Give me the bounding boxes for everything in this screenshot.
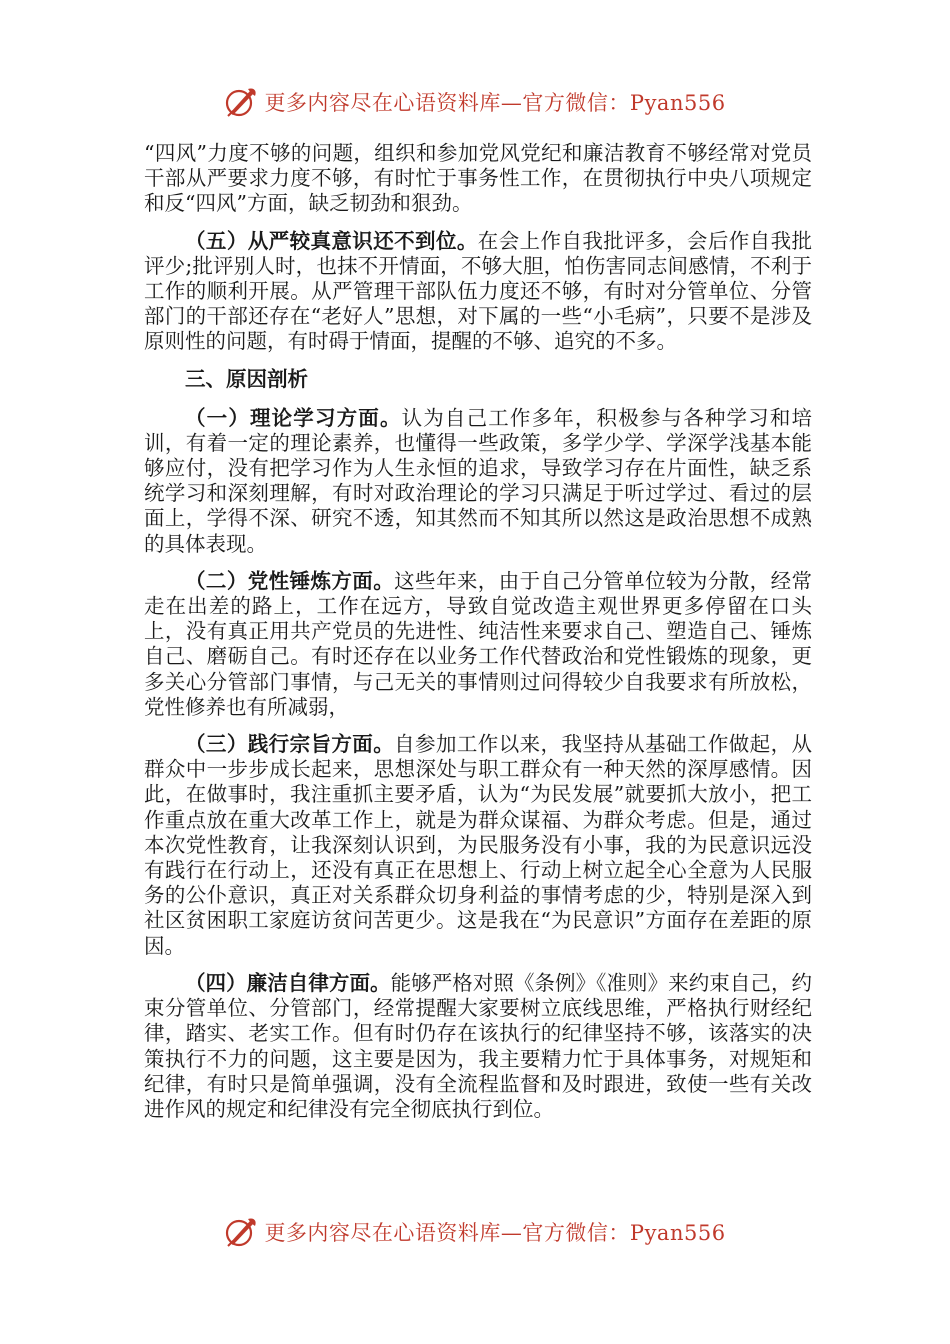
banner-text: 更多内容尽在心语资料库—官方微信：Pyan556 — [264, 91, 726, 115]
quill-pen-logo-icon — [224, 1215, 258, 1249]
document-body — [144, 141, 812, 1134]
paragraph-heading: （二）党性锤炼方面。 — [185, 568, 395, 593]
paragraph-text: 认为自己工作多年，积极参与各种学习和培训，有着一定的理论素养，也懂得一些政策，多学少学、学深学浅基本能够应付，没有把学习作为人生永恒的追求，导致学习存在片面性，缺乏系统学习和深刻理解，有时对政治理论的学习只满足于听过学过、看过的层面上，学得不深、研究不透，知其然而不知其所以然这是政治思想不成熟的具体表现。 — [144, 405, 813, 556]
paragraph-party-spirit — [144, 569, 812, 720]
paragraph-continuation — [144, 141, 812, 217]
paragraph-text: 能够严格对照《条例》《准则》来约束自己，约束分管单位、分管部门，经常提醒大家要树立底线思维，严格执行财经纪律，踏实、老实工作。但有时仍存在该执行的纪律坚持不够，该落实的决策执行不力的问题，这主要是因为，我主要精力忙于具体事务，对规矩和纪律，有时只是简单强调，没有全流程监督和及时跟进，致使一些有关改进作风的规定和纪律没有完全彻底执行到位。 — [144, 970, 813, 1121]
quill-pen-logo-icon — [224, 85, 258, 119]
paragraph-text: “四风”力度不够的问题，组织和参加党风党纪和廉洁教育不够经常对党员干部从严要求力度不够，有时忙于事务性工作，在贯彻执行中央八项规定和反“四风”方面，缺乏韧劲和狠劲。 — [144, 141, 812, 216]
paragraph-strictness — [144, 229, 812, 355]
paragraph-text: 这些年来，由于自己分管单位较为分散，经常走在出差的路上，工作在远方，导致自觉改造主观世界更多停留在口头上，没有真正用共产党员的先进性、纯洁性来要求自己、塑造自己、锤炼自己、磨砺自己。有时还存在以业务工作代替政治和党性锻炼的现象，更多关心分管部门事情，与己无关的事情则过问得较少自我要求有所放松，党性修养也有所减弱， — [144, 568, 813, 719]
paragraph-purpose-practice — [144, 732, 812, 959]
paragraph-heading: （一）理论学习方面。 — [185, 405, 402, 430]
paragraph-heading: （四）廉洁自律方面。 — [185, 970, 391, 995]
banner-text: 更多内容尽在心语资料库—官方微信：Pyan556 — [264, 1221, 726, 1245]
paragraph-theory-study — [144, 406, 812, 557]
header-banner — [0, 82, 950, 122]
paragraph-heading: （三）践行宗旨方面。 — [185, 732, 395, 757]
paragraph-integrity — [144, 971, 812, 1122]
footer-banner — [0, 1212, 950, 1252]
paragraph-heading: （五）从严较真意识还不到位。 — [185, 228, 478, 253]
paragraph-text: 自参加工作以来，我坚持从基础工作做起，从群众中一步步成长起来，思想深处与职工群众有一种天然的深厚感情。因此，在做事时，我注重抓主要矛盾，认为“为民发展”就要抓大放小，把工作重点放在重大改革工作上，就是为群众谋福、为群众考虑。但是，通过本次党性教育，让我深刻认识到，为民服务没有小事，我的为民意识远没有践行在行动上，还没有真正在思想上、行动上树立起全心全意为人民服务的公仆意识，真正对关系群众切身利益的事情考虑的少，特别是深入到社区贫困职工家庭访贫问苦更少。这是我在“为民意识”方面存在差距的原因。 — [144, 732, 813, 958]
section-heading-cause-analysis: 三、原因剖析 — [185, 366, 308, 391]
paragraph-text: 在会上作自我批评多，会后作自我批评少;批评别人时，也抹不开情面，不够大胆，怕伤害同志间感情，不利于工作的顺利开展。从严管理干部队伍力度还不够，有时对分管单位、分管部门的干部还存在“老好人”思想，对下属的一些“小毛病”，只要不是涉及原则性的问题，有时碍于情面，提醒的不够、追究的不多。 — [144, 228, 813, 354]
